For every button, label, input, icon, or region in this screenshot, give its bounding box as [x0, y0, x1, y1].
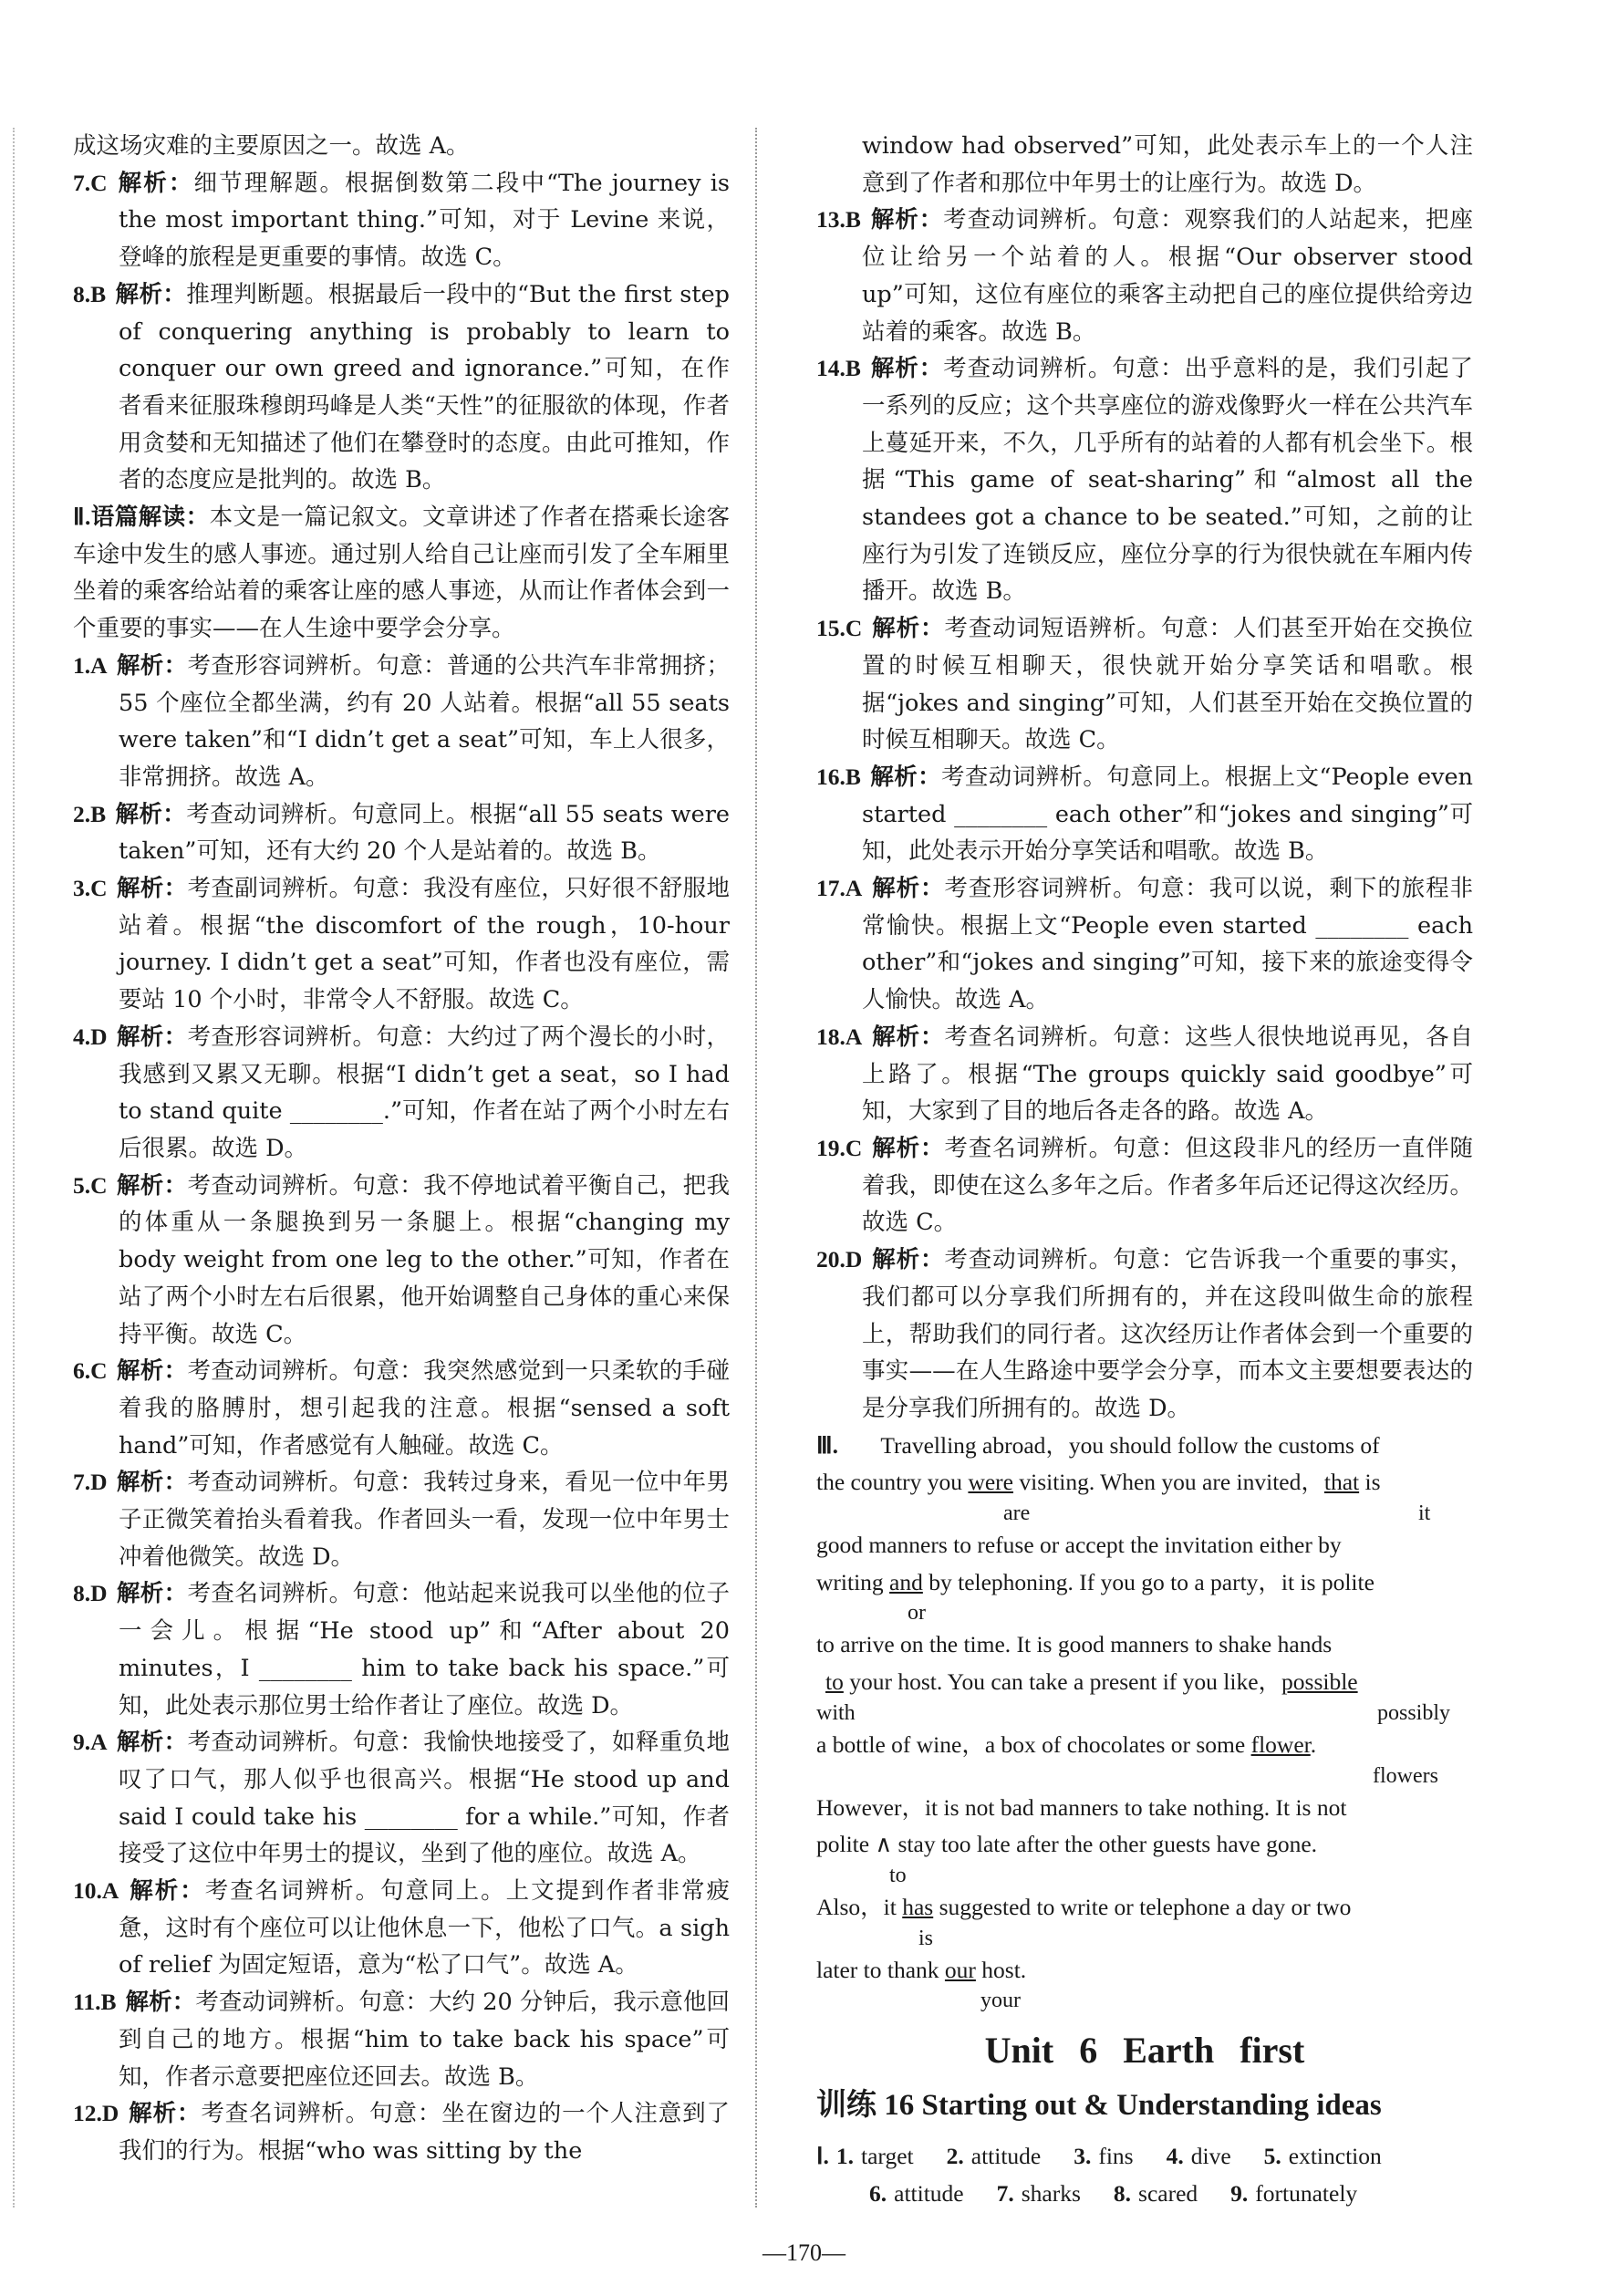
analysis-label: 解析：	[128, 1877, 205, 1906]
answer-item	[816, 870, 1473, 1019]
analysis-text: 考查动词辨析。句意：观察我们的人站起来，把座位让给另一个站着的人。根据“Our observer stood up”可知，这位有座位的乘客主动把自己的座位提供给旁边站着的乘客。故选 B。	[862, 206, 1473, 346]
vocab-item	[829, 2143, 914, 2169]
question-number: 7.	[73, 169, 91, 196]
answer-letter: C	[845, 615, 863, 642]
correction-fix-line	[816, 1864, 1473, 1889]
question-number: 14.	[816, 355, 845, 382]
question-number: 8.	[73, 280, 91, 307]
error-correction-passage	[816, 1428, 1473, 2015]
vocab-item	[1223, 2180, 1357, 2207]
analysis-text: 考查动词辨析。句意：我不停地试着平衡自己，把我的体重从一条腿换到另一条腿上。根据“changing my body weight from one leg to the other.”可知，作者在站了两个小时左右后很累，他开始调整自己身体的重心来保持平衡。故选 C。	[119, 1171, 730, 1348]
text-paragraph: 成这场灾难的主要原因之一。故选 A。	[73, 132, 470, 160]
correction-fix-line	[816, 1601, 1473, 1626]
right-answer-list	[816, 128, 1473, 1428]
correction-fix-line	[816, 1989, 1473, 2014]
answer-item	[73, 1575, 730, 1724]
answer-item	[73, 796, 730, 870]
correction-line-2: the country you were visiting. When you are invited，that is	[816, 1469, 1381, 1496]
answer-letter: A	[101, 1877, 119, 1905]
analysis-text: 考查名词辨析。句意：他站起来说我可以坐他的位子一会儿。根据“He stood up”和“After about 20 minutes，I ________ him to take back his space.”可知，此处表示那位男士给作者让了座位。故选 D。	[119, 1580, 730, 1719]
vocab-number: 9.	[1230, 2180, 1249, 2208]
error-word: our	[944, 1956, 976, 1983]
answer-item	[816, 610, 1473, 759]
vocab-item	[990, 2180, 1081, 2207]
analysis-text: 考查形容词辨析。句意：我可以说，剩下的旅程非常愉快。根据上文“People even started ________ each other”和“jokes and singing”可知，接下来的旅途变得令人愉快。故选 A。	[862, 875, 1473, 1014]
answer-item	[816, 1019, 1473, 1130]
analysis-text: 考查副词辨析。句意：我没有座位，只好很不舒服地站着。根据“the discomfort of the rough，10-hour journey. I didn’t get a seat”可知，作者也没有座位，需要站 10 个小时，非常令人不舒服。故选 C。	[119, 875, 730, 1014]
correction-fix-line	[816, 1764, 1473, 1790]
analysis-label: 语篇解读：	[90, 504, 210, 532]
analysis-label: 解析：	[116, 1469, 188, 1497]
question-number: 15.	[816, 615, 845, 642]
answer-letter: C	[90, 1357, 108, 1385]
question-number: 8.	[73, 1580, 91, 1607]
analysis-label: 解析：	[116, 651, 188, 680]
vocab-word: attitude	[894, 2180, 964, 2208]
vocab-word: sharks	[1021, 2180, 1081, 2208]
correction-line-7: a bottle of wine，a box of chocolates or some flower.	[816, 1730, 1317, 1758]
answer-letter: D	[845, 1246, 863, 1273]
page-number: —170—	[763, 2239, 845, 2266]
correction-line-1: Ⅲ. Travelling abroad，you should follow the customs of	[816, 1431, 1380, 1459]
question-number: 6.	[73, 1357, 91, 1385]
answer-letter: B	[90, 800, 107, 827]
error-word: possible	[1281, 1668, 1358, 1696]
question-number: 10.	[73, 1877, 102, 1905]
answer-letter: D	[90, 1469, 108, 1496]
answer-item	[73, 648, 730, 796]
answer-item	[73, 1353, 730, 1464]
question-number: 20.	[816, 1246, 845, 1273]
correction-fix: is	[918, 1926, 934, 1950]
vocab-word: fins	[1098, 2143, 1134, 2170]
analysis-text: 考查名词辨析。句意同上。上文提到作者非常疲惫，这时有个座位可以让他休息一下，他松了口气。a sigh of relief 为固定短语，意为“松了口气”。故选 A。	[119, 1877, 730, 1979]
vocab-number: 5.	[1263, 2143, 1281, 2170]
vocab-number: 6.	[869, 2180, 887, 2208]
binding-edge	[13, 128, 15, 2208]
vocab-number: 3.	[1074, 2143, 1092, 2170]
drill-title: 训练 16 Starting out & Understanding ideas	[816, 2089, 1382, 2123]
vocab-number: 4.	[1166, 2143, 1184, 2170]
correction-line-5: to arrive on the time. It is good manners to shake hands	[816, 1631, 1333, 1658]
analysis-label: 解析：	[115, 800, 187, 828]
question-number: 1.	[73, 651, 91, 679]
vocab-word: scared	[1138, 2180, 1198, 2208]
question-number: 2.	[73, 800, 91, 827]
analysis-label: 解析：	[871, 875, 945, 903]
analysis-text: 考查动词辨析。句意：我转过身来，看见一位中年男子正微笑着抬头看着我。作者回头一看，发现一位中年男士冲着他微笑。故选 D。	[119, 1469, 730, 1571]
correction-fix: it	[1418, 1501, 1431, 1526]
question-number: 4.	[73, 1023, 91, 1050]
vocab-word: extinction	[1288, 2143, 1382, 2170]
error-word: has	[902, 1893, 934, 1920]
section-number: Ⅰ.	[816, 2143, 829, 2170]
correction-line-10: Also，it has suggested to write or telephone a day or two	[816, 1893, 1352, 1920]
correction-line-8: However，it is not bad manners to take nothing. It is not	[816, 1793, 1347, 1821]
vocab-item	[1066, 2143, 1133, 2169]
answer-letter: A	[90, 651, 108, 679]
answer-item	[73, 1724, 730, 1873]
text-paragraph: window had observed”可知，此处表示车上的一个人注意到了作者和那位中年男士的让座行为。故选 D。	[862, 132, 1473, 197]
answer-item	[73, 1168, 730, 1354]
analysis-label: 解析：	[869, 355, 944, 383]
answer-item	[73, 1464, 730, 1575]
question-number: 7.	[73, 1469, 91, 1496]
correction-fix: flowers	[1373, 1763, 1438, 1788]
vocab-word: fortunately	[1255, 2180, 1358, 2208]
analysis-text: 考查动词辨析。句意：我突然感觉到一只柔软的手碰着我的胳膊肘，想引起我的注意。根据“sensed a soft hand”可知，作者感觉有人触碰。故选 C。	[119, 1357, 730, 1460]
vocab-item	[1257, 2143, 1382, 2169]
question-number: 12.	[73, 2100, 102, 2127]
answer-letter: C	[845, 1134, 863, 1161]
question-number: 13.	[816, 206, 845, 234]
vocab-number: 7.	[996, 2180, 1014, 2208]
analysis-text: 考查动词辨析。句意同上。根据“all 55 seats were taken”可知，还有大约 20 个人是站着的。故选 B。	[119, 800, 730, 866]
answer-item	[73, 1019, 730, 1168]
answer-item	[73, 165, 730, 276]
analysis-label: 解析：	[116, 1357, 188, 1386]
analysis-label: 解析：	[871, 1246, 945, 1274]
answer-letter: B	[845, 763, 861, 790]
correction-fix-line	[816, 1501, 1473, 1527]
answer-letter: C	[90, 1171, 108, 1199]
left-column	[73, 128, 730, 2170]
section-number: Ⅲ.	[816, 1431, 838, 1459]
answer-letter: D	[90, 1580, 108, 1607]
analysis-text: 考查动词辨析。句意：它告诉我一个重要的事实，我们都可以分享我们所拥有的，并在这段叫做生命的旅程上，帮助我们的同行者。这次经历让作者体会到一个重要的事实——在人生路途中要学会分享，而本文主要想要表达的是分享我们所拥有的。故选 D。	[862, 1246, 1473, 1422]
answer-letter: A	[845, 1023, 863, 1050]
analysis-text: 细节理解题。根据倒数第二段中“The journey is the most important thing.”可知，对于 Levine 来说，登峰的旅程是更重要的事情。故选 C。	[119, 169, 730, 272]
correction-line-9: polite ∧ stay too late after the other guests have gone.	[816, 1831, 1318, 1858]
question-number: 11.	[73, 1989, 101, 2016]
analysis-text: 考查形容词辨析。句意：普通的公共汽车非常拥挤；55 个座位全都坐满，约有 20 人站着。根据“all 55 seats were taken”和“I didn’t get a seat”可知，车上人很多，非常拥挤。故选 A。	[119, 651, 730, 791]
analysis-label: 解析：	[116, 1729, 188, 1757]
correction-fix: or	[908, 1601, 926, 1626]
vocab-item	[939, 2143, 1042, 2169]
analysis-text: 考查动词短语辨析。句意：人们甚至开始在交换位置的时候互相聊天，很快就开始分享笑话和唱歌。根据“jokes and singing”可知，人们甚至开始在交换位置的时候互相聊天。故选 C。	[862, 615, 1473, 754]
vocabulary-answers	[816, 2138, 1473, 2212]
analysis-label: 解析：	[869, 763, 941, 791]
analysis-text: 考查动词辨析。句意：大约 20 分钟后，我示意他回到自己的地方。根据“him to take back his space”可知，作者示意要把座位还回去。故选 B。	[119, 1989, 730, 2091]
vocab-item	[1159, 2143, 1231, 2169]
analysis-label: 解析：	[115, 280, 187, 308]
answer-item	[73, 1984, 730, 2095]
analysis-text: 推理判断题。根据最后一段中的“But the first step of conquering anything is probably to learn to conquer our own greed and ignorance.”可知，在作者看来征服珠穆朗玛峰是人类“天性”的征服欲的体现，作者用贪婪和无知描述了他们在攀登时的态度。由此可推知，作者的态度应是批判的。故选 B。	[119, 280, 730, 494]
question-number: 9.	[73, 1729, 91, 1756]
analysis-text: 考查形容词辨析。句意：大约过了两个漫长的小时，我感到又累又无聊。根据“I didn’t get a seat，so I had to stand quite ________.”可知，作者在站了两个小时左右后很累。故选 D。	[119, 1023, 730, 1162]
question-number: 16.	[816, 763, 845, 790]
answer-item	[816, 202, 1473, 350]
correction-line-3: good manners to refuse or accept the invitation either by	[816, 1532, 1342, 1559]
analysis-label: 解析：	[116, 1580, 188, 1608]
section-intro	[73, 499, 730, 648]
answer-item	[73, 870, 730, 1019]
error-word: flower	[1250, 1730, 1311, 1758]
answer-letter: D	[101, 2100, 119, 2127]
correction-line-4: writing and by telephoning. If you go to a party，it is polite	[816, 1568, 1375, 1595]
unit-title: Unit 6 Earth first	[984, 2030, 1305, 2072]
error-word: were	[968, 1469, 1013, 1496]
question-number: 18.	[816, 1023, 845, 1050]
vocab-word: dive	[1190, 2143, 1231, 2170]
correction-fix: your	[980, 1989, 1021, 2013]
answer-item	[73, 2095, 730, 2169]
analysis-label: 解析：	[116, 169, 194, 197]
analysis-text: 考查名词辨析。句意：坐在窗边的一个人注意到了我们的行为。根据“who was sitting by the	[119, 2100, 730, 2165]
answer-letter: A	[90, 1729, 108, 1756]
vocab-row	[816, 2176, 1473, 2213]
analysis-text: 考查动词辨析。句意同上。根据上文“People even started ________ each other”和“jokes and singing”可知，此处表示开始分享笑话和唱歌。故选 B。	[862, 763, 1473, 866]
vocab-row	[816, 2138, 1473, 2176]
analysis-text: 本文是一篇记叙文。文章讲述了作者在搭乘长途客车途中发生的感人事迹。通过别人给自己让座而引发了全车厢里坐着的乘客给站着的乘客让座的感人事迹，从而让作者体会到一个重要的事实——在人生途中要学会分享。	[73, 504, 730, 643]
answer-item	[816, 1242, 1473, 1428]
answer-letter: B	[90, 280, 107, 307]
vocab-item	[862, 2180, 964, 2207]
answer-letter: B	[100, 1989, 117, 2016]
answer-letter: D	[90, 1023, 108, 1050]
analysis-text: 考查动词辨析。句意：我愉快地接受了，如释重负地叹了口气，那人似乎也很高兴。根据“He stood up and said I could take his ________ for a while.”可知，作者接受了这位中年男士的提议，坐到了他的座位。故选 A。	[119, 1729, 730, 1868]
vocab-number: 2.	[946, 2143, 964, 2170]
answer-letter: C	[90, 875, 108, 902]
correction-fix-line	[816, 1927, 1473, 1952]
analysis-label: 解析：	[125, 1989, 196, 2017]
analysis-label: 解析：	[116, 1171, 188, 1200]
vocab-number: 8.	[1113, 2180, 1132, 2208]
question-number: 3.	[73, 875, 91, 902]
correction-line-6: to your host. You can take a present if you like，possible	[825, 1668, 1358, 1696]
correction-fix: to	[889, 1863, 907, 1887]
question-number: 17.	[816, 875, 845, 902]
correction-fix: possibly	[1377, 1700, 1451, 1725]
analysis-label: 解析：	[871, 1134, 945, 1162]
correction-line-11: later to thank our host.	[816, 1956, 1027, 1983]
correction-fix-line	[816, 1701, 1473, 1727]
analysis-label: 解析：	[871, 615, 945, 643]
analysis-label: 解析：	[869, 206, 944, 234]
correction-fix: with	[816, 1700, 856, 1725]
answer-letter: A	[845, 875, 863, 902]
error-word: that	[1323, 1469, 1360, 1496]
vocab-word: attitude	[970, 2143, 1042, 2170]
vocab-item	[1106, 2180, 1198, 2207]
answer-item	[816, 350, 1473, 610]
answer-item	[816, 759, 1473, 870]
answer-letter: B	[845, 355, 861, 382]
question-number: 5.	[73, 1171, 91, 1199]
error-word: to	[825, 1668, 844, 1696]
analysis-label: 解析：	[116, 1023, 188, 1051]
vocab-number: 1.	[835, 2143, 855, 2170]
analysis-label: 解析：	[871, 1023, 945, 1051]
error-word: and	[889, 1568, 923, 1595]
answer-item	[816, 1130, 1473, 1242]
correction-fix: are	[1003, 1501, 1031, 1526]
analysis-text: 考查动词辨析。句意：出乎意料的是，我们引起了一系列的反应；这个共享座位的游戏像野火一样在公共汽车上蔓延开来，不久，几乎所有的站着的人都有机会坐下。根据“This game of seat-sharing”和“almost all the standees got a chance to be seated.”可知，之前的让座行为引发了连锁反应，座位分享的行为很快就在车厢内传播开。故选 B。	[862, 355, 1473, 606]
analysis-label: 解析：	[116, 875, 188, 903]
question-number: 19.	[816, 1134, 845, 1161]
answer-item	[73, 1873, 730, 1984]
column-divider	[755, 128, 757, 2208]
section-number: Ⅱ.	[73, 504, 91, 531]
analysis-text: 考查名词辨析。句意：但这段非凡的经历一直伴随着我，即使在这么多年之后。作者多年后还记得这次经历。故选 C。	[862, 1134, 1473, 1237]
vocab-word: target	[861, 2143, 914, 2170]
analysis-label: 解析：	[128, 2100, 202, 2128]
right-column	[816, 128, 1473, 2213]
answer-letter: B	[845, 206, 861, 234]
analysis-text: 考查名词辨析。句意：这些人很快地说再见，各自上路了。根据“The groups quickly said goodbye”可知，大家到了目的地后各走各的路。故选 A。	[862, 1023, 1473, 1126]
answer-item	[73, 276, 730, 499]
answer-letter: C	[90, 169, 108, 196]
